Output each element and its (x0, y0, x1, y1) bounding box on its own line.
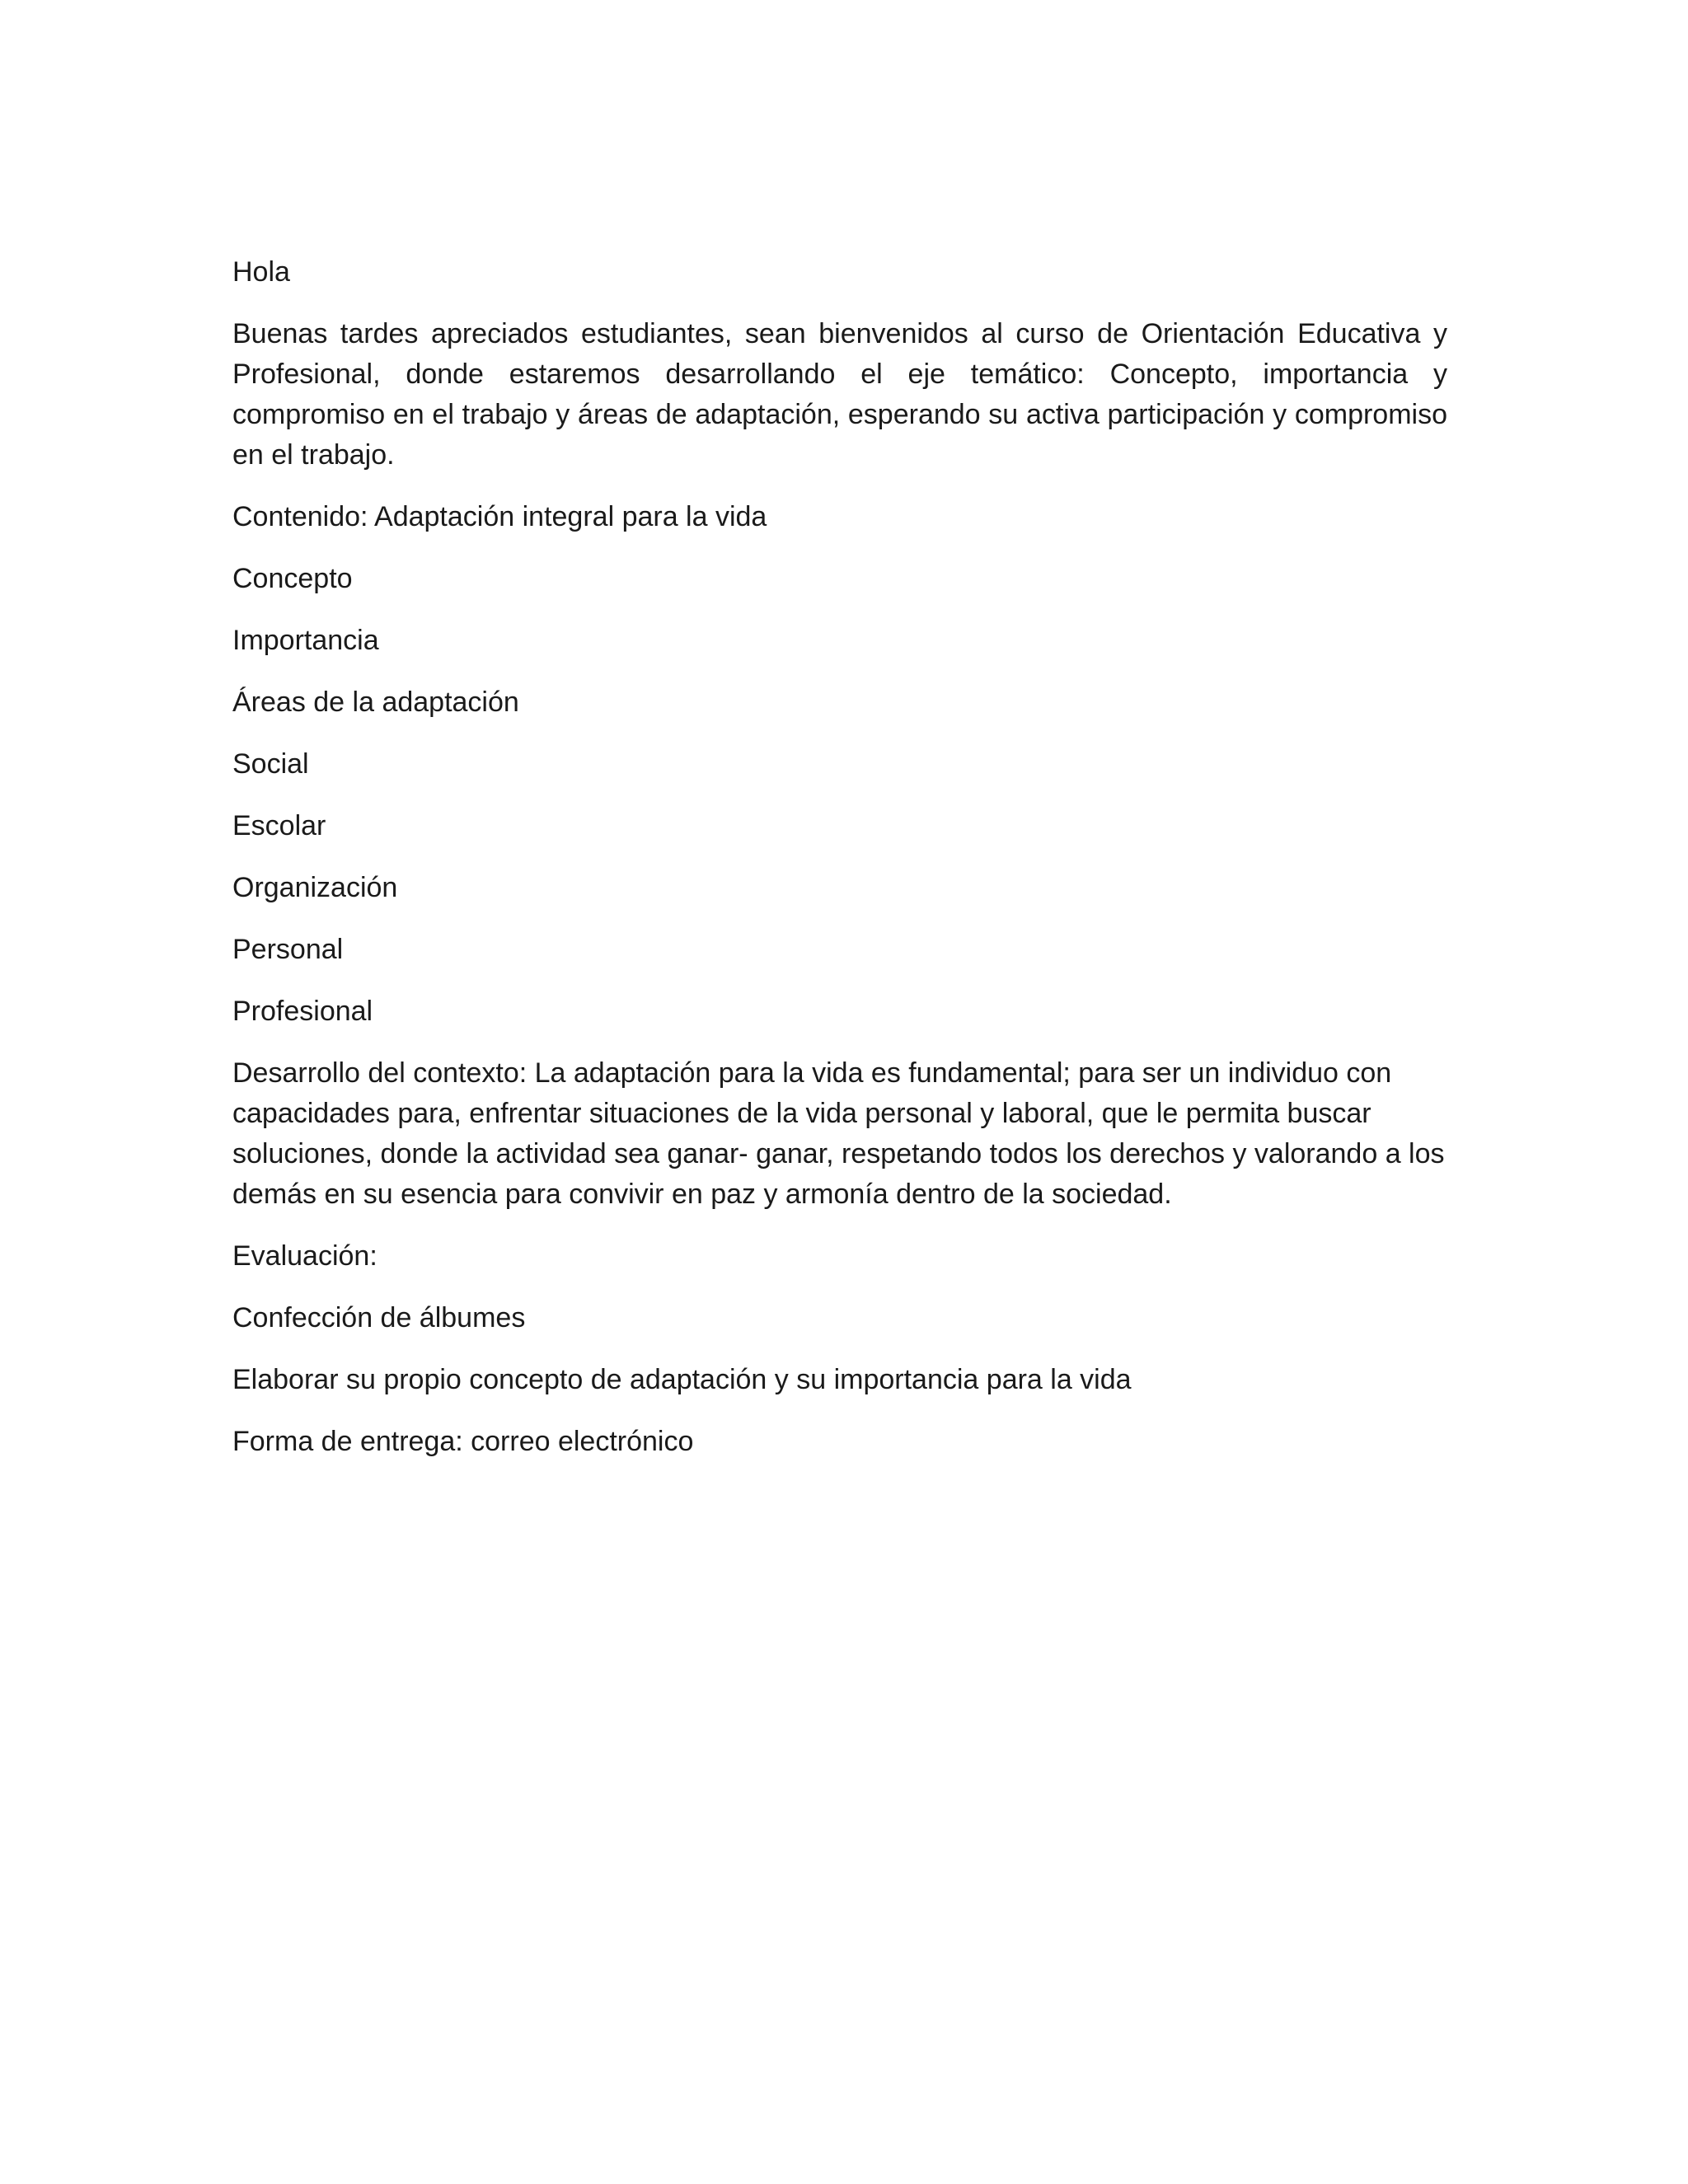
topic-item: Áreas de la adaptación (232, 687, 519, 718)
evaluation-item: Confección de álbumes (232, 1302, 526, 1333)
topic-item: Importancia (232, 625, 379, 656)
evaluation-item: Elaborar su propio concepto de adaptación y su importancia para la vida (232, 1364, 1132, 1395)
content-heading: Contenido: Adaptación integral para la vida (232, 501, 767, 532)
document-body (232, 252, 1447, 1483)
evaluation-heading: Evaluación: (232, 1240, 377, 1272)
topic-item: Organización (232, 872, 398, 903)
topic-item: Social (232, 748, 309, 780)
context-development-paragraph: Desarrollo del contexto: La adaptación para la vida es fundamental; para ser un individuo con capacidades para, enfrentar situaciones de la vida personal y laboral, que le permita buscar soluciones, donde la actividad sea ganar- ganar, respetando todos los derechos y valorando a los demás en su esencia para convivir en paz y armonía dentro de la sociedad. (232, 1057, 1445, 1210)
delivery-method: Forma de entrega: correo electrónico (232, 1426, 694, 1457)
topic-item: Personal (232, 934, 344, 965)
topic-item: Escolar (232, 810, 326, 841)
greeting-text: Hola (232, 256, 290, 288)
topic-item: Profesional (232, 996, 373, 1027)
topic-item: Concepto (232, 563, 353, 594)
intro-paragraph: Buenas tardes apreciados estudiantes, sean bienvenidos al curso de Orientación Educativa y Profesional, donde estaremos desarrollando el eje temático: Concepto, importancia y compromiso en el trabajo y áreas de adaptación, esperando su activa participación y compromiso en el trabajo. (232, 318, 1447, 471)
